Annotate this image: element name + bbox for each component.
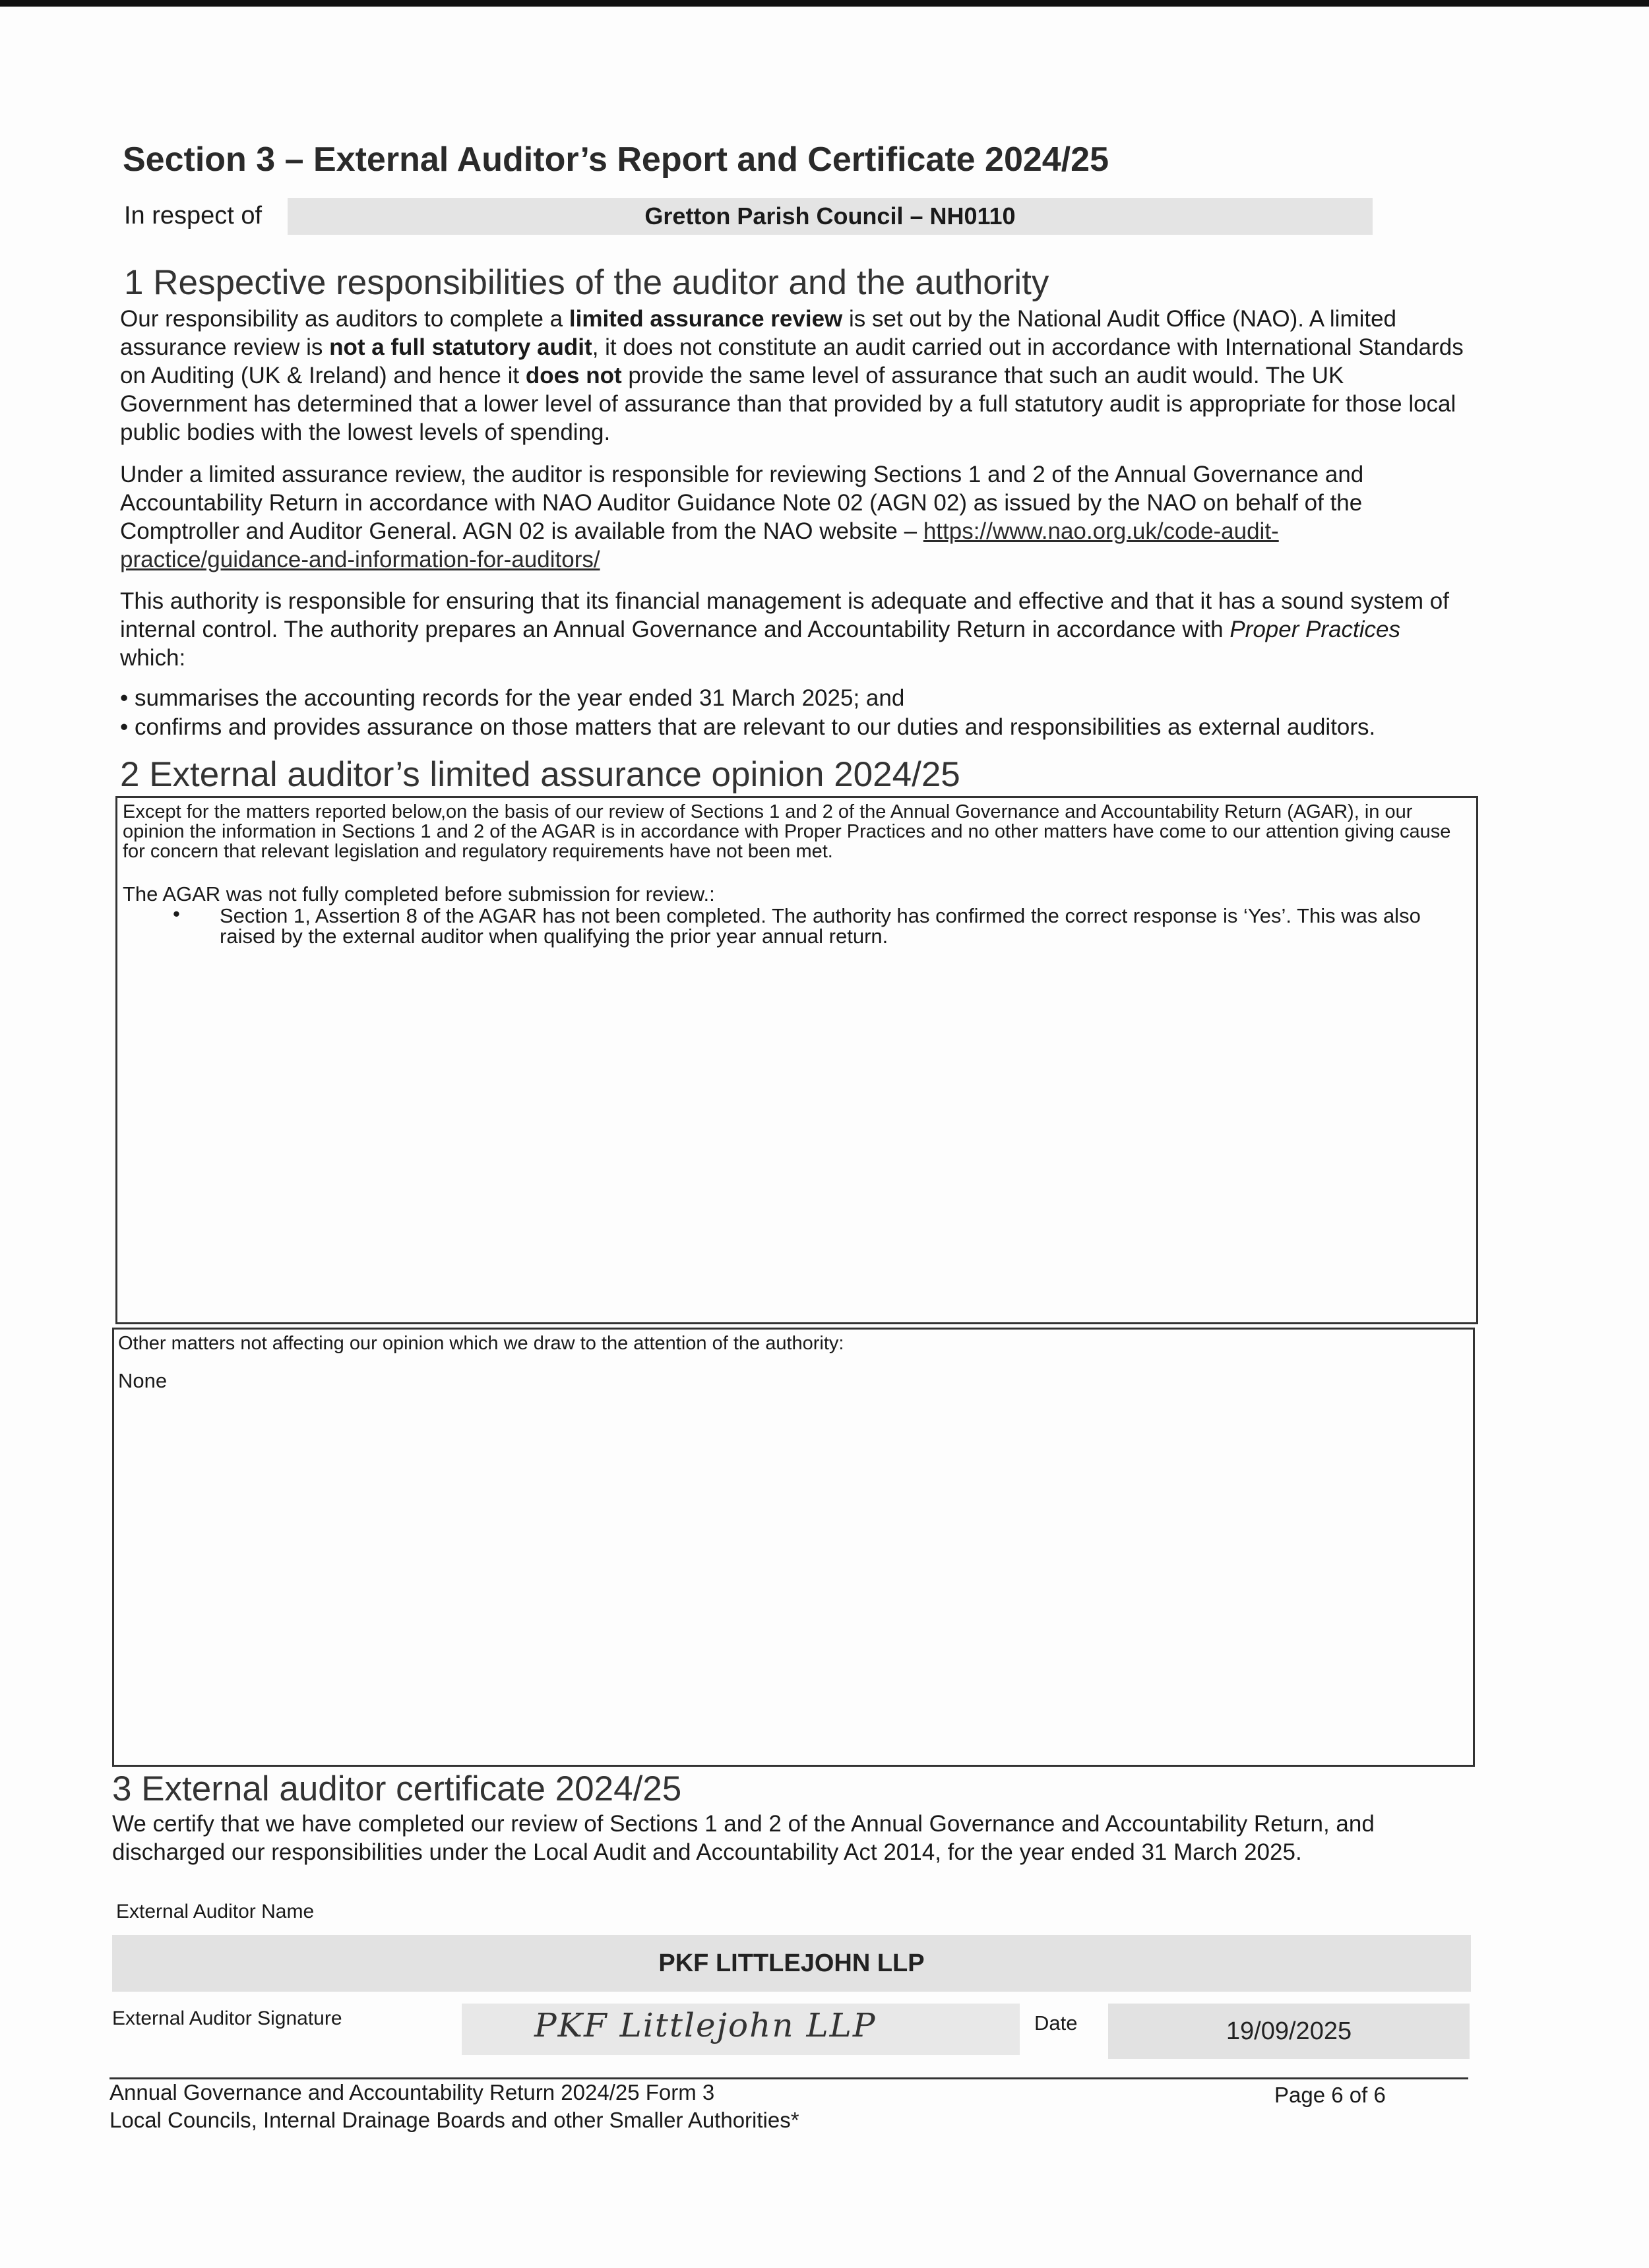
other-matters-label: Other matters not affecting our opinion which we draw to the attention of the authority: xyxy=(118,1333,844,1354)
part1-bullet: • confirms and provides assurance on those matters that are relevant to our duties and responsibilities as external auditors. xyxy=(120,714,1376,740)
footer-authority-types: Local Councils, Internal Drainage Boards and other Smaller Authorities* xyxy=(109,2108,799,2132)
opinion-intro: Except for the matters reported below,on the basis of our review of Sections 1 and 2 of the Annual Governance and Accountability Return (AGAR), in our opinion the information in Sections 1 and 2 of the AGAR is in accordance with Proper Practices and no other matters have come to our attention giving cause for concern that relevant legislation and regulatory requirements have not been met. xyxy=(123,801,1451,862)
date-field: 19/09/2025 xyxy=(1108,2004,1470,2059)
page-number: Page 6 of 6 xyxy=(1274,2083,1386,2107)
issue-bullet-marker: • xyxy=(173,902,180,925)
other-matters-value: None xyxy=(118,1369,168,1392)
section-title: Section 3 – External Auditor’s Report and Certificate 2024/25 xyxy=(123,140,1109,179)
part3-heading: 3 External auditor certificate 2024/25 xyxy=(112,1769,682,1808)
issue-bullet-text: Section 1, Assertion 8 of the AGAR has not been completed. The authority has confirmed the correct response is ‘Yes’. This was also raised by the external auditor when qualifying the prior year annual return. xyxy=(220,904,1421,948)
certify-paragraph: We certify that we have completed our review of Sections 1 and 2 of the Annual Governance and Accountability Return, and discharged our responsibilities under the Local Audit and Accountability Act 2014, for the year ended 31 March 2025. xyxy=(112,1811,1375,1865)
auditor-signature-label: External Auditor Signature xyxy=(112,2007,342,2029)
signature-field xyxy=(462,2004,1020,2055)
handwritten-signature: PKF Littlejohn LLP xyxy=(534,2006,877,2044)
part1-paragraph-2: Under a limited assurance review, the auditor is responsible for reviewing Sections 1 and 2 of the Annual Governance and Accountability Return in accordance with NAO Auditor Guidance Note 02 (AGN 02) as issued by the NAO on behalf of the Comptroller and Auditor General. AGN 02 is available from the NAO website – https://www.nao.org.uk/code-audit-practice/guidance-and-information-for-auditors/ xyxy=(120,462,1364,572)
other-matters-box xyxy=(112,1328,1475,1767)
nao-link[interactable]: https://www.nao.org.uk/code-audit-practice/guidance-and-information-for-auditors/ xyxy=(120,518,1279,572)
opinion-box xyxy=(115,796,1478,1324)
respect-label: In respect of xyxy=(124,202,263,230)
authority-name-field: Gretton Parish Council – NH0110 xyxy=(288,198,1373,235)
issue-title: The AGAR was not fully completed before submission for review.: xyxy=(123,882,715,905)
part1-paragraph-1: Our responsibility as auditors to complete a limited assurance review is set out by the National Audit Office (NAO). A limited assurance review is not a full statutory audit, it does not constitute an audit carried out in accordance with International Standards on Auditing (UK & Ireland) and hence it does not provide the same level of assurance that such an audit would. The UK Government has determined that a lower level of assurance than that provided by a full statutory audit is appropriate for those local public bodies with the lowest levels of spending. xyxy=(120,306,1464,445)
auditor-name-field: PKF LITTLEJOHN LLP xyxy=(112,1935,1471,1992)
footer-form-title: Annual Governance and Accountability Return 2024/25 Form 3 xyxy=(109,2080,715,2104)
part1-bullet: • summarises the accounting records for the year ended 31 March 2025; and xyxy=(120,685,905,711)
scan-top-edge xyxy=(0,0,1649,7)
auditor-name-label: External Auditor Name xyxy=(116,1901,315,1922)
date-label: Date xyxy=(1034,2011,1078,2035)
part1-paragraph-3: This authority is responsible for ensuring that its financial management is adequate and effective and that it has a sound system of internal control. The authority prepares an Annual Governance and Accountability Return in accordance with Proper Practices which: xyxy=(120,588,1449,671)
part1-heading: 1 Respective responsibilities of the auditor and the authority xyxy=(124,263,1049,302)
part2-heading: 2 External auditor’s limited assurance opinion 2024/25 xyxy=(120,755,960,794)
